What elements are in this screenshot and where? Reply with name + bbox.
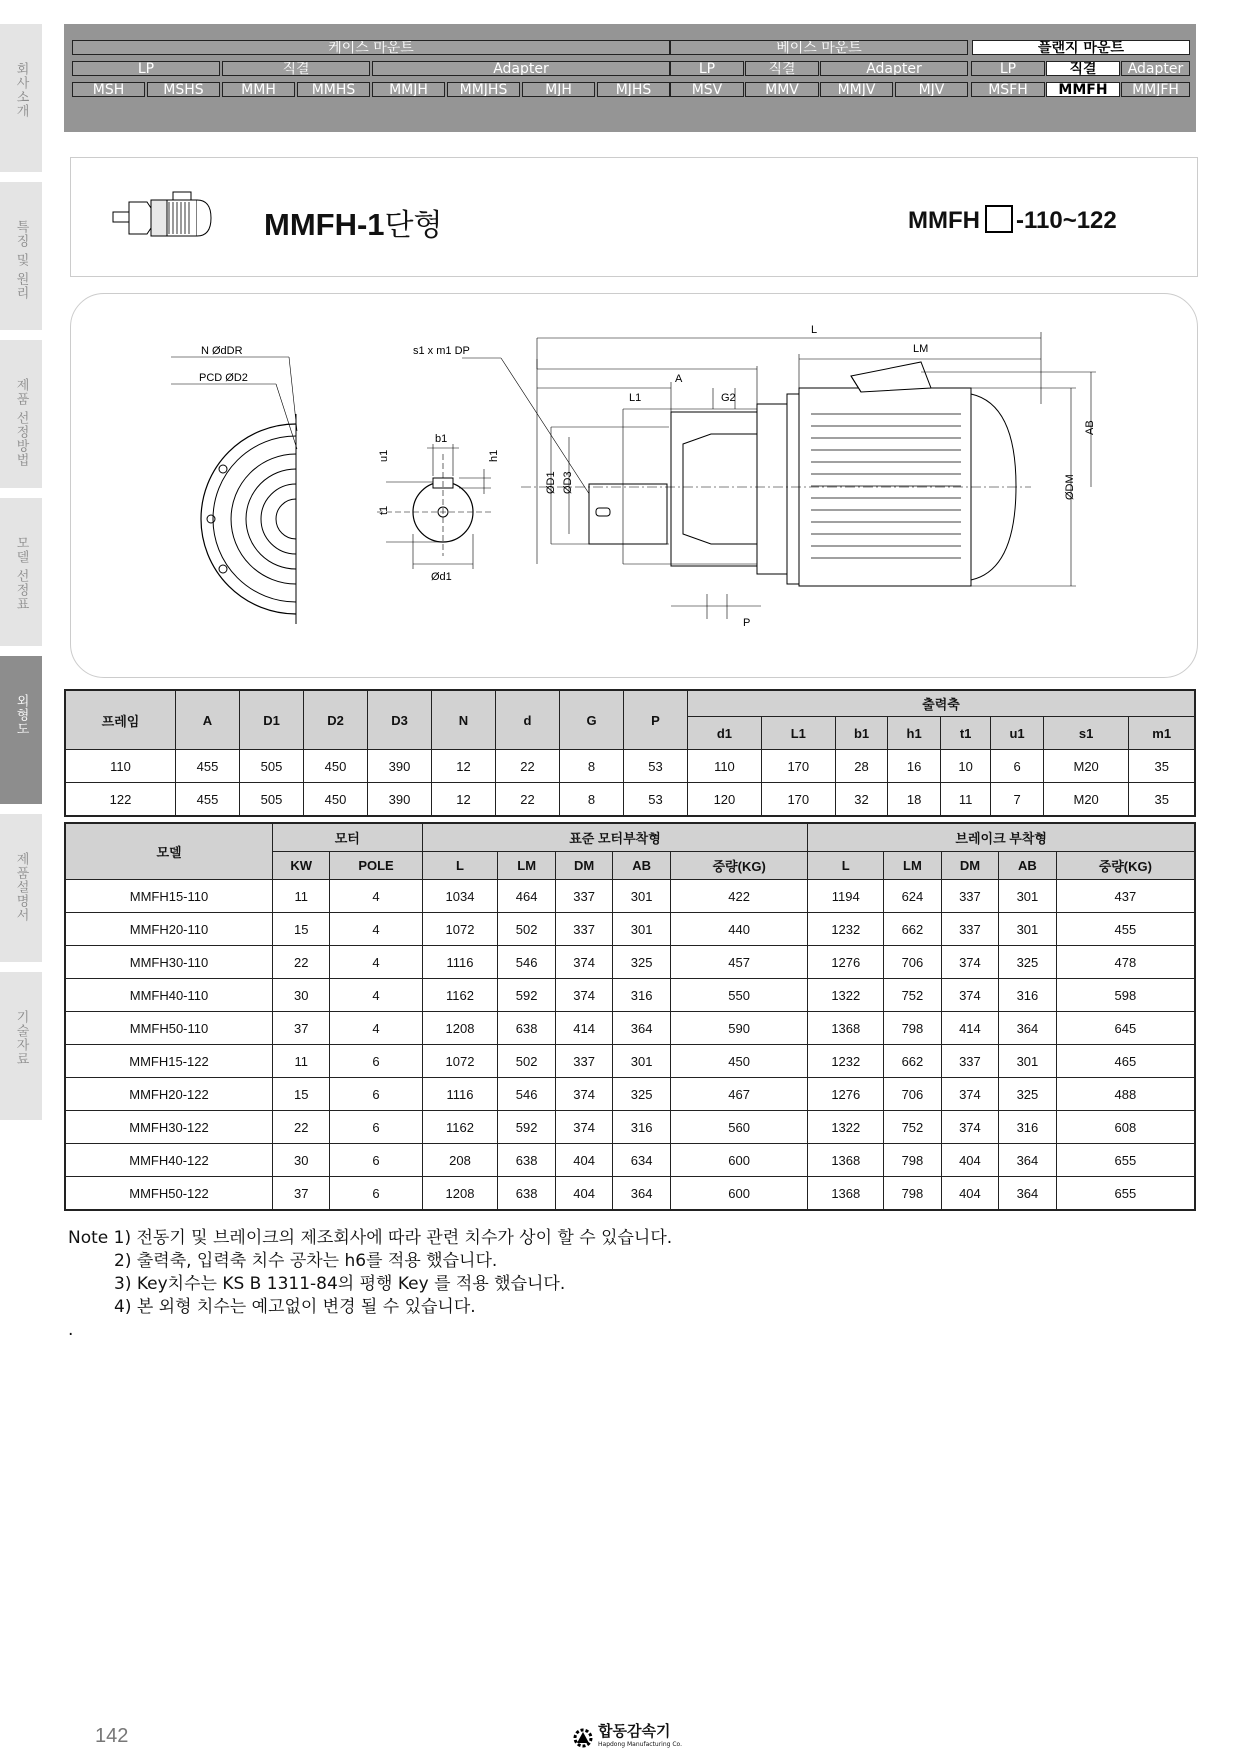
label-d1-big: ØD1 — [545, 471, 557, 494]
frame-cell: 7 — [991, 783, 1044, 817]
side-view — [521, 332, 1096, 619]
model-table-body — [65, 880, 1195, 1211]
model-cell: MMFH15-122 — [65, 1045, 273, 1078]
frame-cell: 12 — [432, 783, 496, 817]
model-cell: 752 — [884, 979, 942, 1012]
model-cell: MMFH20-122 — [65, 1078, 273, 1111]
frame-cell: 8 — [560, 783, 624, 817]
frame-cell: 390 — [368, 783, 432, 817]
frame-cell: 35 — [1129, 783, 1195, 817]
model-cell: 374 — [941, 946, 999, 979]
nav-model-msh[interactable]: MSH — [72, 82, 145, 97]
model-cell: 457 — [670, 946, 807, 979]
model-cell: 374 — [555, 1111, 613, 1144]
model-cell: 638 — [498, 1012, 556, 1045]
reducer-thumbnail-icon — [111, 188, 221, 248]
frame-cell: 170 — [761, 783, 835, 817]
nav-model-msv[interactable]: MSV — [670, 82, 744, 97]
model-cell: 30 — [273, 979, 330, 1012]
model-row — [65, 1144, 1195, 1177]
model-cell: 546 — [498, 1078, 556, 1111]
flange-dimension-table — [64, 689, 1196, 817]
nav-model-mjh[interactable]: MJH — [522, 82, 595, 97]
model-cell: MMFH50-110 — [65, 1012, 273, 1045]
th-brk-l: L — [808, 852, 884, 880]
page-number: 142 — [95, 1725, 129, 1747]
model-cell: MMFH30-122 — [65, 1111, 273, 1144]
model-cell: 752 — [884, 1111, 942, 1144]
model-cell: 316 — [999, 1111, 1057, 1144]
model-cell: 301 — [613, 1045, 671, 1078]
model-cell: 1116 — [422, 946, 498, 979]
frame-cell: 455 — [176, 783, 240, 817]
model-cell: 301 — [613, 913, 671, 946]
frame-cell: 32 — [835, 783, 888, 817]
th-p: P — [624, 690, 688, 750]
nav-model-mmv[interactable]: MMV — [745, 82, 819, 97]
th-shaft-u1: u1 — [991, 717, 1044, 750]
frame-cell: 22 — [496, 783, 560, 817]
nav-base-adapter[interactable]: Adapter — [820, 61, 968, 76]
model-cell: 208 — [422, 1144, 498, 1177]
nav-case-direct[interactable]: 직결 — [222, 61, 370, 76]
model-cell: 15 — [273, 1078, 330, 1111]
model-code-range: MMFH -110~122 — [908, 207, 1117, 234]
th-model: 모델 — [65, 823, 273, 880]
frame-cell: 22 — [496, 750, 560, 783]
model-cell: 638 — [498, 1144, 556, 1177]
model-cell: 316 — [613, 979, 671, 1012]
nav-flange-direct[interactable]: 직결 — [1046, 61, 1120, 76]
label-a: A — [675, 373, 683, 385]
model-row — [65, 880, 1195, 913]
nav-model-mmjv[interactable]: MMJV — [820, 82, 893, 97]
th-frame: 프레임 — [65, 690, 176, 750]
label-l: L — [811, 324, 818, 336]
model-cell: 325 — [613, 1078, 671, 1111]
frame-cell: 35 — [1129, 750, 1195, 783]
model-cell: 374 — [555, 979, 613, 1012]
th-brk-lm: LM — [884, 852, 942, 880]
model-cell: 301 — [613, 880, 671, 913]
model-cell: 1116 — [422, 1078, 498, 1111]
frame-cell: 28 — [835, 750, 888, 783]
label-d3: ØD3 — [562, 471, 574, 494]
frame-cell: 8 — [560, 750, 624, 783]
th-shaft-d1: d1 — [688, 717, 762, 750]
model-cell: 414 — [941, 1012, 999, 1045]
model-cell: 634 — [613, 1144, 671, 1177]
frame-cell: 110 — [65, 750, 176, 783]
model-cell: 4 — [330, 913, 422, 946]
label-t1: t1 — [378, 505, 390, 515]
frame-cell: 12 — [432, 750, 496, 783]
model-cell: 592 — [498, 1111, 556, 1144]
model-cell: 404 — [941, 1144, 999, 1177]
dimension-drawing — [70, 293, 1198, 678]
frame-cell: 6 — [991, 750, 1044, 783]
th-shaft-m1: m1 — [1129, 717, 1195, 750]
model-cell: MMFH20-110 — [65, 913, 273, 946]
th-pole: POLE — [330, 852, 422, 880]
model-cell: 502 — [498, 1045, 556, 1078]
model-cell: 4 — [330, 979, 422, 1012]
model-cell: 450 — [670, 1045, 807, 1078]
frame-cell: 120 — [688, 783, 762, 817]
model-cell: MMFH40-122 — [65, 1144, 273, 1177]
model-cell: 706 — [884, 1078, 942, 1111]
label-g2: G2 — [721, 392, 736, 404]
model-cell: 374 — [555, 1078, 613, 1111]
th-brk-ab: AB — [999, 852, 1057, 880]
frame-cell: 450 — [304, 750, 368, 783]
gear-logo-icon — [572, 1727, 594, 1749]
model-cell: 325 — [999, 1078, 1057, 1111]
frame-cell: 18 — [888, 783, 941, 817]
side-tab-company[interactable]: 회사소개 — [0, 24, 42, 172]
th-shaft-t1: t1 — [940, 717, 990, 750]
side-tab-technical[interactable]: 기술자료 — [0, 972, 42, 1120]
model-row — [65, 1078, 1195, 1111]
model-cell: 364 — [999, 1012, 1057, 1045]
nav-model-mshs[interactable]: MSHS — [147, 82, 220, 97]
th-std-ab: AB — [613, 852, 671, 880]
model-cell: 600 — [670, 1144, 807, 1177]
model-cell: 798 — [884, 1177, 942, 1211]
model-cell: 1162 — [422, 1111, 498, 1144]
model-cell: 1072 — [422, 913, 498, 946]
nav-model-mmjhs[interactable]: MMJHS — [447, 82, 520, 97]
th-n: N — [432, 690, 496, 750]
model-cell: 404 — [555, 1177, 613, 1211]
th-g: G — [560, 690, 624, 750]
model-cell: 316 — [613, 1111, 671, 1144]
model-cell: 1368 — [808, 1177, 884, 1211]
mount-type-nav — [64, 24, 1196, 132]
model-cell: 6 — [330, 1045, 422, 1078]
frame-cell: 170 — [761, 750, 835, 783]
model-cell: 404 — [941, 1177, 999, 1211]
model-cell: 590 — [670, 1012, 807, 1045]
frame-row — [65, 783, 1195, 817]
label-d1: Ød1 — [431, 571, 452, 583]
frame-cell: 110 — [688, 750, 762, 783]
model-cell: 502 — [498, 913, 556, 946]
nav-flange-lp[interactable]: LP — [971, 61, 1045, 76]
frame-cell: 11 — [940, 783, 990, 817]
model-cell: 1208 — [422, 1012, 498, 1045]
model-cell: 22 — [273, 946, 330, 979]
nav-model-mmh[interactable]: MMH — [222, 82, 295, 97]
note-1: Note 1) 전동기 및 브레이크의 제조회사에 따라 관련 치수가 상이 할 수 있습니다. — [68, 1228, 673, 1248]
model-cell: 1276 — [808, 1078, 884, 1111]
nav-base-mount[interactable]: 베이스 마운트 — [670, 40, 968, 55]
note-2: 2) 출력축, 입력축 치수 공차는 h6를 적용 했습니다. — [114, 1251, 498, 1271]
model-cell: 374 — [941, 1078, 999, 1111]
model-cell: 11 — [273, 1045, 330, 1078]
model-cell: 437 — [1056, 880, 1195, 913]
model-cell: 1194 — [808, 880, 884, 913]
model-cell: 655 — [1056, 1177, 1195, 1211]
side-tab-selection-method[interactable]: 제품 선정방법 — [0, 340, 42, 488]
side-tab-dimensions[interactable]: 외형도 — [0, 656, 42, 804]
frame-cell: 53 — [624, 750, 688, 783]
model-cell: 464 — [498, 880, 556, 913]
model-cell: 6 — [330, 1144, 422, 1177]
model-cell: 655 — [1056, 1144, 1195, 1177]
th-std-dm: DM — [555, 852, 613, 880]
model-row — [65, 913, 1195, 946]
model-cell: 22 — [273, 1111, 330, 1144]
model-row — [65, 1012, 1195, 1045]
model-cell: 4 — [330, 1012, 422, 1045]
model-cell: 422 — [670, 880, 807, 913]
model-cell: 467 — [670, 1078, 807, 1111]
model-cell: 600 — [670, 1177, 807, 1211]
model-cell: 455 — [1056, 913, 1195, 946]
company-logo — [572, 1724, 682, 1752]
th-standard-motor: 표준 모터부착형 — [422, 823, 808, 852]
nav-model-msfh[interactable]: MSFH — [971, 82, 1045, 97]
model-cell: 1322 — [808, 979, 884, 1012]
model-cell: 1232 — [808, 913, 884, 946]
model-cell: 316 — [999, 979, 1057, 1012]
th-output-shaft: 출력축 — [688, 690, 1196, 717]
model-cell: 337 — [941, 1045, 999, 1078]
model-cell: 488 — [1056, 1078, 1195, 1111]
nav-model-mjv[interactable]: MJV — [895, 82, 968, 97]
frame-cell: M20 — [1043, 750, 1129, 783]
side-tab-model-table[interactable]: 모델 선정표 — [0, 498, 42, 646]
flange-table-body — [65, 750, 1195, 817]
company-name: 합동감속기 — [598, 1722, 671, 1740]
th-motor: 모터 — [273, 823, 423, 852]
model-cell: 37 — [273, 1012, 330, 1045]
frame-cell: 505 — [240, 750, 304, 783]
code-placeholder-box — [985, 205, 1013, 233]
model-cell: 1072 — [422, 1045, 498, 1078]
model-dimension-table — [64, 822, 1196, 1211]
model-cell: 6 — [330, 1111, 422, 1144]
model-cell: 662 — [884, 1045, 942, 1078]
flange-view — [171, 357, 297, 624]
model-row — [65, 946, 1195, 979]
nav-model-mmhs[interactable]: MMHS — [297, 82, 370, 97]
nav-flange-adapter[interactable]: Adapter — [1121, 61, 1190, 76]
side-tab-manual[interactable]: 제품설명서 — [0, 814, 42, 962]
model-cell: 465 — [1056, 1045, 1195, 1078]
nav-base-lp[interactable]: LP — [670, 61, 744, 76]
th-d1: D1 — [240, 690, 304, 750]
model-cell: 598 — [1056, 979, 1195, 1012]
model-cell: 4 — [330, 946, 422, 979]
model-cell: 374 — [941, 979, 999, 1012]
th-a: A — [176, 690, 240, 750]
note-3: 3) Key치수는 KS B 1311-84의 평행 Key 를 적용 했습니다. — [114, 1274, 566, 1294]
th-shaft-b1: b1 — [835, 717, 888, 750]
page-title: MMFH-1단형 — [264, 207, 443, 243]
label-shaft-dp: s1 x m1 DP — [413, 345, 470, 357]
model-cell: 1322 — [808, 1111, 884, 1144]
model-cell: 325 — [999, 946, 1057, 979]
model-row — [65, 1045, 1195, 1078]
model-cell: 4 — [330, 880, 422, 913]
th-d3: D3 — [368, 690, 432, 750]
model-cell: 301 — [999, 913, 1057, 946]
model-cell: 638 — [498, 1177, 556, 1211]
model-row — [65, 1111, 1195, 1144]
model-cell: 337 — [941, 880, 999, 913]
model-cell: 37 — [273, 1177, 330, 1211]
model-cell: MMFH30-110 — [65, 946, 273, 979]
nav-case-mount[interactable]: 케이스 마운트 — [72, 40, 670, 55]
th-d2: D2 — [304, 690, 368, 750]
th-shaft-h1: h1 — [888, 717, 941, 750]
model-cell: MMFH15-110 — [65, 880, 273, 913]
label-l1: L1 — [629, 392, 642, 404]
note-4: 4) 본 외형 치수는 예고없이 변경 될 수 있습니다. — [114, 1297, 476, 1317]
model-row — [65, 979, 1195, 1012]
th-brake-motor: 브레이크 부착형 — [808, 823, 1195, 852]
model-cell: 645 — [1056, 1012, 1195, 1045]
label-b1: b1 — [435, 433, 448, 445]
th-shaft-s1: s1 — [1043, 717, 1129, 750]
frame-row — [65, 750, 1195, 783]
model-cell: 1232 — [808, 1045, 884, 1078]
frame-cell: 455 — [176, 750, 240, 783]
model-cell: MMFH50-122 — [65, 1177, 273, 1211]
model-cell: 1276 — [808, 946, 884, 979]
model-cell: 706 — [884, 946, 942, 979]
model-cell: 546 — [498, 946, 556, 979]
model-cell: 364 — [613, 1012, 671, 1045]
nav-flange-mount[interactable]: 플랜지 마운트 — [972, 40, 1190, 55]
th-brk-weight: 중량(KG) — [1056, 852, 1195, 880]
frame-cell: 122 — [65, 783, 176, 817]
label-h1: h1 — [488, 449, 500, 462]
model-cell: 6 — [330, 1177, 422, 1211]
frame-cell: 10 — [940, 750, 990, 783]
label-dm: ØDM — [1064, 474, 1076, 500]
label-u1: u1 — [378, 449, 390, 462]
model-row — [65, 1177, 1195, 1211]
frame-cell: M20 — [1043, 783, 1129, 817]
model-cell: MMFH40-110 — [65, 979, 273, 1012]
model-cell: 6 — [330, 1078, 422, 1111]
nav-model-mmjfh[interactable]: MMJFH — [1121, 82, 1190, 97]
model-cell: 301 — [999, 880, 1057, 913]
nav-model-mmfh[interactable]: MMFH — [1046, 82, 1120, 97]
model-cell: 364 — [999, 1144, 1057, 1177]
label-lm: LM — [913, 343, 929, 355]
nav-base-direct[interactable]: 직결 — [745, 61, 819, 76]
model-cell: 11 — [273, 880, 330, 913]
frame-cell: 505 — [240, 783, 304, 817]
model-cell: 1368 — [808, 1144, 884, 1177]
notes — [68, 1227, 672, 1342]
label-p: P — [743, 617, 751, 629]
model-cell: 325 — [613, 946, 671, 979]
label-n-dr: N ØdDR — [201, 345, 243, 357]
model-cell: 608 — [1056, 1111, 1195, 1144]
label-ab: AB — [1084, 420, 1096, 435]
side-tab-features[interactable]: 특징 및 원리 — [0, 182, 42, 330]
model-cell: 798 — [884, 1012, 942, 1045]
frame-cell: 16 — [888, 750, 941, 783]
model-cell: 15 — [273, 913, 330, 946]
frame-cell: 53 — [624, 783, 688, 817]
model-cell: 374 — [555, 946, 613, 979]
model-cell: 1034 — [422, 880, 498, 913]
model-cell: 414 — [555, 1012, 613, 1045]
label-pcd-d2: PCD ØD2 — [199, 372, 248, 384]
model-cell: 478 — [1056, 946, 1195, 979]
model-cell: 1208 — [422, 1177, 498, 1211]
model-cell: 301 — [999, 1045, 1057, 1078]
note-dot: . — [68, 1320, 74, 1340]
title-box — [70, 157, 1198, 277]
model-cell: 798 — [884, 1144, 942, 1177]
model-cell: 364 — [613, 1177, 671, 1211]
th-std-weight: 중량(KG) — [670, 852, 807, 880]
frame-cell: 450 — [304, 783, 368, 817]
nav-model-mjhs[interactable]: MJHS — [597, 82, 670, 97]
model-cell: 1162 — [422, 979, 498, 1012]
company-name-en: Hapdong Manufacturing Co. — [598, 1741, 683, 1748]
th-shaft-l1: L1 — [761, 717, 835, 750]
nav-case-adapter[interactable]: Adapter — [372, 61, 670, 76]
th-std-lm: LM — [498, 852, 556, 880]
frame-cell: 390 — [368, 750, 432, 783]
nav-case-lp[interactable]: LP — [72, 61, 220, 76]
model-cell: 1368 — [808, 1012, 884, 1045]
model-cell: 337 — [555, 913, 613, 946]
model-cell: 550 — [670, 979, 807, 1012]
shaft-section-view — [377, 358, 599, 569]
model-cell: 440 — [670, 913, 807, 946]
model-cell: 662 — [884, 913, 942, 946]
model-cell: 374 — [941, 1111, 999, 1144]
model-cell: 624 — [884, 880, 942, 913]
nav-model-mmjh[interactable]: MMJH — [372, 82, 445, 97]
model-cell: 560 — [670, 1111, 807, 1144]
th-kw: KW — [273, 852, 330, 880]
model-cell: 30 — [273, 1144, 330, 1177]
model-cell: 337 — [555, 880, 613, 913]
th-brk-dm: DM — [941, 852, 999, 880]
model-cell: 404 — [555, 1144, 613, 1177]
model-cell: 592 — [498, 979, 556, 1012]
th-d: d — [496, 690, 560, 750]
model-cell: 337 — [941, 913, 999, 946]
model-cell: 337 — [555, 1045, 613, 1078]
th-std-l: L — [422, 852, 498, 880]
model-cell: 364 — [999, 1177, 1057, 1211]
